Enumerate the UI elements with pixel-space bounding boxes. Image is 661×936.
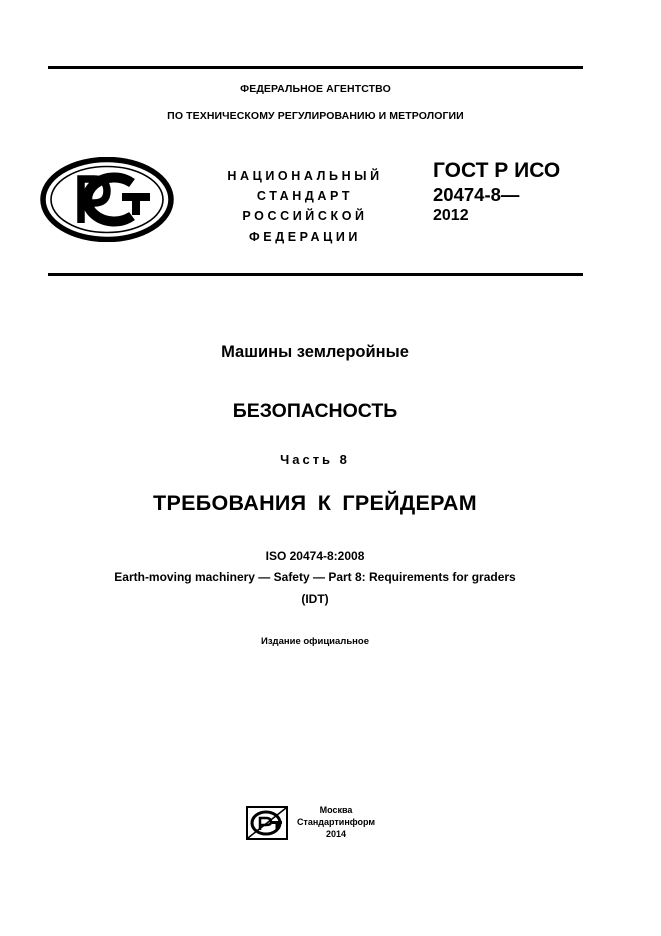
middle-divider [48,273,583,276]
standard-designation-year: 2012 [433,207,469,224]
publisher-city: Москва [319,805,353,815]
publisher-name: Стандартинформ [296,817,376,827]
agency-line-2: ПО ТЕХНИЧЕСКОМУ РЕГУЛИРОВАНИЮ И МЕТРОЛОГИИ [167,110,464,122]
iso-code: ISO 20474-8:2008 [265,549,365,563]
edition-label: Издание официальное [261,636,369,647]
top-divider [48,66,583,69]
standard-designation-line-2: 20474-8— [433,184,520,205]
agency-line-1: ФЕДЕРАЛЬНОЕ АГЕНТСТВО [240,83,391,95]
iso-english-title: Earth-moving machinery — Safety — Part 8: Requirements for graders [114,570,516,584]
title-part: Часть 8 [280,452,350,467]
publication-year: 2014 [325,829,347,839]
standard-designation-line-1: ГОСТ Р ИСО [433,159,561,182]
national-standard-line-4: ФЕДЕРАЦИИ [248,230,361,244]
title-safety: БЕЗОПАСНОСТЬ [232,400,398,422]
iso-identity: (IDT) [301,592,329,606]
rst-certification-mark-icon [40,157,174,242]
standartinform-logo-icon [246,806,288,840]
title-machines: Машины землеройные [221,343,409,361]
national-standard-line-1: НАЦИОНАЛЬНЫЙ [227,169,383,183]
national-standard-line-3: РОССИЙСКОЙ [242,209,368,223]
national-standard-line-2: СТАНДАРТ [256,189,354,203]
title-requirements: ТРЕБОВАНИЯ К ГРЕЙДЕРАМ [153,491,477,515]
